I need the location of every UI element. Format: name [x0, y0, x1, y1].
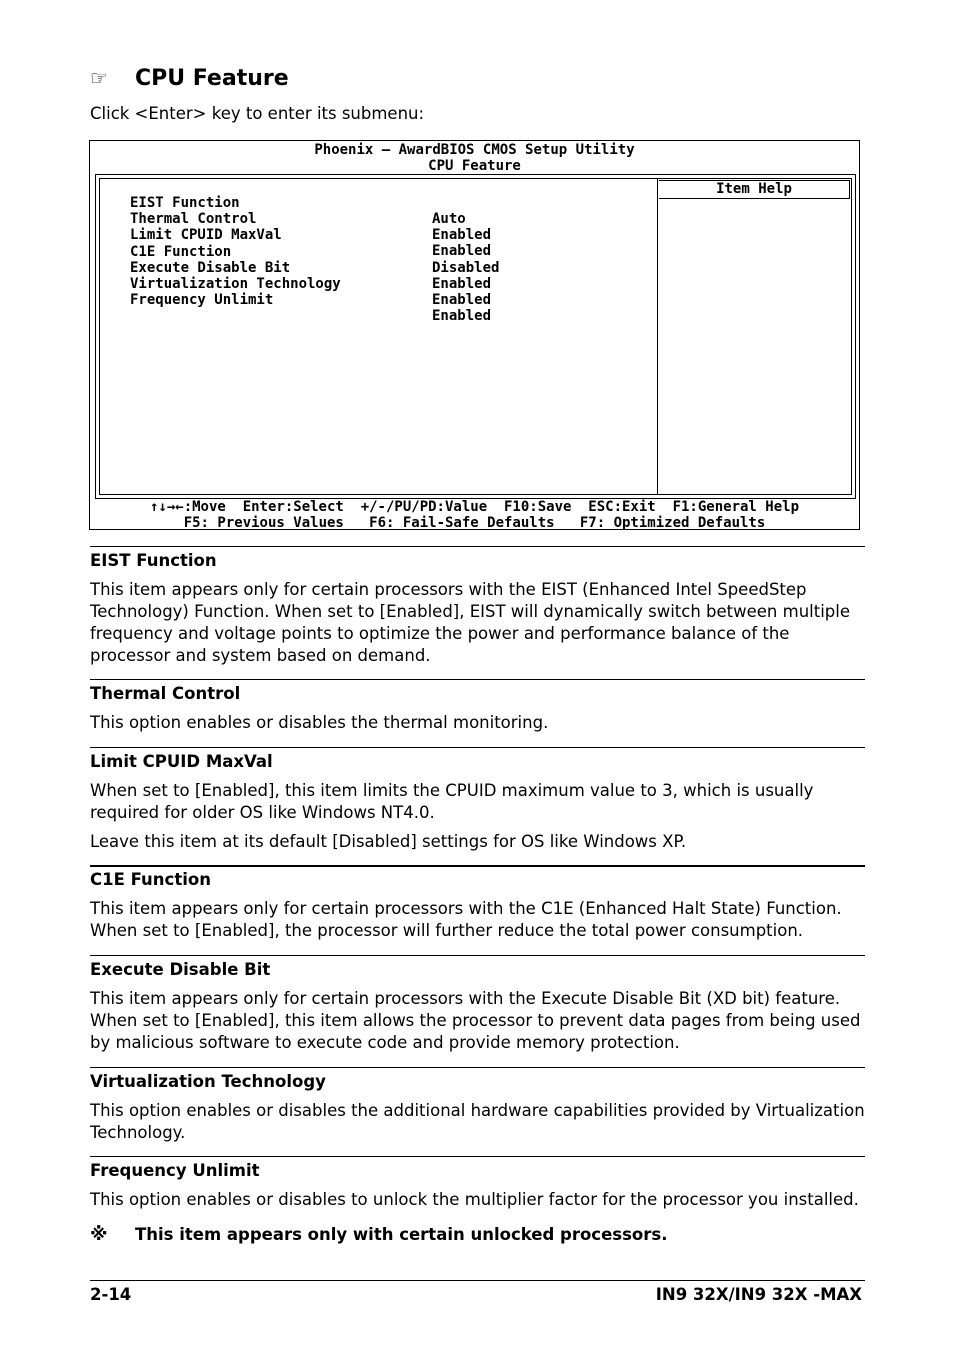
section-frequency-unlimit — [90, 1161, 865, 1211]
section-virtualization — [90, 1072, 865, 1144]
section-paragraph: When set to [Enabled], this item limits the CPUID maximum value to 3, which is usually required for older OS like Windows NT4.0. — [90, 781, 814, 822]
note-text: This item appears only with certain unlocked processors. — [135, 1225, 668, 1244]
item-help-title: Item Help — [659, 180, 850, 199]
bios-item-label: Thermal Control — [130, 211, 257, 228]
section-divider — [90, 747, 865, 748]
bios-key-legend-defaults: F5: Previous Values F6: Fail-Safe Defaults F7: Optimized Defaults — [183, 515, 766, 531]
section-title: EIST Function — [90, 551, 217, 570]
section-divider — [90, 1156, 865, 1157]
section-c1e — [90, 870, 865, 942]
section-paragraph: This item appears only for certain processors with the EIST (Enhanced Intel SpeedStep Technology) Function. When set to [Enabled], EIST will dynamically switch between multiple frequency and voltage points to optimize the power and performance balance of the processor and system based on demand. — [90, 580, 851, 665]
bios-title: Phoenix – AwardBIOS CMOS Setup Utility — [314, 142, 635, 158]
bios-item-label: Execute Disable Bit — [130, 259, 291, 276]
section-title: Frequency Unlimit — [90, 1161, 260, 1180]
section-divider — [90, 1067, 865, 1068]
section-paragraph: This item appears only for certain processors with the C1E (Enhanced Halt State) Function. When set to [Enabled], the processor will further reduce the total power consumption. — [90, 899, 842, 940]
model-name: IN9 32X/IN9 32X -MAX — [655, 1285, 862, 1304]
bios-menu-panel — [99, 178, 852, 495]
bios-item-value[interactable]: Auto — [432, 211, 466, 227]
bios-item-list — [130, 179, 650, 325]
section-paragraph: This option enables or disables the thermal monitoring. — [90, 713, 549, 732]
bios-item-value[interactable]: Enabled — [432, 275, 492, 292]
bios-item-value[interactable]: Enabled — [432, 243, 492, 260]
bios-subtitle: CPU Feature — [428, 158, 521, 174]
bios-menu-frame — [95, 174, 856, 499]
bios-item-label: C1E Function — [130, 243, 232, 260]
bios-item-label: Limit CPUID MaxVal — [130, 227, 282, 244]
section-paragraph: This option enables or disables to unlock the multiplier factor for the processor you installed. — [90, 1190, 859, 1209]
section-title: Limit CPUID MaxVal — [90, 752, 273, 771]
bios-item-label: Virtualization Technology — [130, 275, 341, 292]
bios-item-label: EIST Function — [130, 195, 240, 211]
section-paragraph: Leave this item at its default [Disabled] settings for OS like Windows XP. — [90, 832, 687, 851]
intro-text: Click <Enter> key to enter its submenu: — [90, 104, 425, 123]
footer-divider — [90, 1280, 865, 1281]
section-thermal-control — [90, 684, 865, 734]
bios-item-value[interactable]: Disabled — [432, 259, 500, 276]
bios-item-value[interactable]: Enabled — [432, 291, 492, 308]
section-divider — [90, 955, 865, 956]
section-title: Thermal Control — [90, 684, 241, 703]
page-heading — [90, 62, 289, 94]
note — [90, 1224, 667, 1245]
section-title: Virtualization Technology — [90, 1072, 326, 1091]
bios-item-value[interactable]: Enabled — [432, 308, 492, 325]
reference-mark-icon: ※ — [90, 1224, 108, 1245]
bios-key-legend: ↑↓→←:Move Enter:Select +/-/PU/PD:Value F10:Save ESC:Exit F1:General Help — [149, 499, 799, 515]
section-limit-cpuid — [90, 752, 865, 853]
section-divider — [90, 865, 865, 867]
page-title: CPU Feature — [135, 65, 289, 91]
bios-screen — [89, 140, 860, 530]
pointing-hand-icon: ☞ — [90, 66, 108, 90]
section-execute-disable — [90, 960, 865, 1054]
item-help-panel — [657, 179, 851, 494]
page-number: 2-14 — [90, 1285, 132, 1304]
section-title: C1E Function — [90, 870, 211, 889]
section-paragraph: This item appears only for certain processors with the Execute Disable Bit (XD bit) feature. When set to [Enabled], this item allows the processor to prevent data pages from being used by malicious software to execute code and provide memory protection. — [90, 989, 861, 1052]
section-divider — [90, 546, 865, 547]
section-eist — [90, 551, 865, 667]
bios-item-frequency-unlimit[interactable] — [130, 276, 650, 325]
bios-item-value[interactable]: Enabled — [432, 227, 492, 244]
section-paragraph: This option enables or disables the additional hardware capabilities provided by Virtualization Technology. — [90, 1101, 865, 1142]
section-title: Execute Disable Bit — [90, 960, 271, 979]
bios-item-label: Frequency Unlimit — [130, 292, 274, 309]
section-divider — [90, 679, 865, 680]
